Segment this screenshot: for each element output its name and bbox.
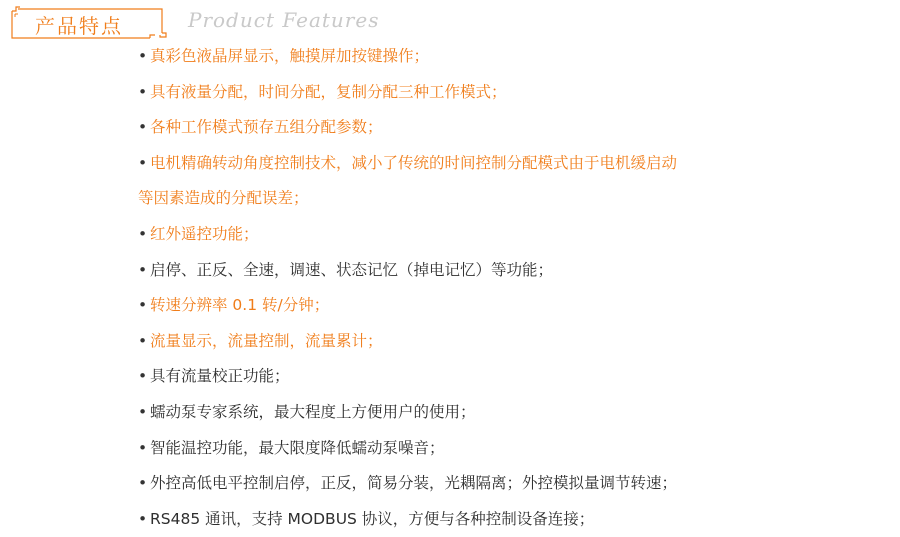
feature-item: [138, 324, 878, 360]
feature-text: 具有液量分配，时间分配，复制分配三种工作模式；: [150, 82, 507, 101]
feature-item: [138, 253, 878, 289]
feature-item: [138, 75, 878, 111]
feature-item: [138, 288, 878, 324]
bullet-icon: •: [138, 474, 148, 493]
feature-text: 电机精确转动角度控制技术，减小了传统的时间控制分配模式由于电机缓启动: [150, 153, 678, 172]
feature-text: 等因素造成的分配误差；: [138, 189, 309, 208]
bullet-icon: •: [138, 153, 148, 172]
feature-item: [138, 146, 878, 182]
feature-item: [138, 359, 878, 395]
feature-text: 启停、正反、全速，调速、状态记忆（掉电记忆）等功能；: [150, 260, 554, 279]
feature-text: 外控高低电平控制启停，正反，简易分装，光耦隔离；外控模拟量调节转速；: [150, 474, 678, 493]
feature-text: 流量显示，流量控制，流量累计；: [150, 331, 383, 350]
feature-item: [138, 502, 878, 537]
bullet-icon: •: [138, 402, 148, 421]
section-header: [11, 2, 391, 40]
bullet-icon: •: [138, 224, 148, 243]
feature-item: [138, 431, 878, 467]
feature-item: [138, 39, 878, 75]
title-frame: [11, 5, 169, 39]
feature-text: 真彩色液晶屏显示，触摸屏加按键操作；: [150, 47, 430, 65]
title-english: Product Features: [188, 8, 380, 32]
bullet-icon: •: [138, 367, 148, 386]
feature-item: [138, 110, 878, 146]
feature-text: 红外遥控功能；: [150, 224, 259, 243]
feature-text: 蠕动泵专家系统，最大程度上方便用户的使用；: [150, 402, 476, 421]
feature-text: 各种工作模式预存五组分配参数；: [150, 118, 383, 137]
feature-text: 智能温控功能，最大限度降低蠕动泵噪音；: [150, 438, 445, 457]
bullet-icon: •: [138, 82, 148, 101]
feature-item: [138, 217, 878, 253]
bullet-icon: •: [138, 47, 148, 65]
feature-item: [138, 395, 878, 431]
bullet-icon: •: [138, 438, 148, 457]
feature-text: 具有流量校正功能；: [150, 367, 290, 386]
feature-text: RS485 通讯，支持 MODBUS 协议，方便与各种控制设备连接；: [150, 509, 595, 528]
bullet-icon: •: [138, 331, 148, 350]
feature-text: 转速分辨率 0.1 转/分钟；: [150, 296, 330, 315]
bullet-icon: •: [138, 296, 148, 315]
bullet-icon: •: [138, 260, 148, 279]
feature-item: [138, 466, 878, 502]
feature-list: [138, 39, 878, 537]
bullet-icon: •: [138, 509, 148, 528]
bullet-icon: •: [138, 118, 148, 137]
feature-item-continuation: [138, 181, 878, 217]
title-chinese: 产品特点: [35, 14, 123, 38]
